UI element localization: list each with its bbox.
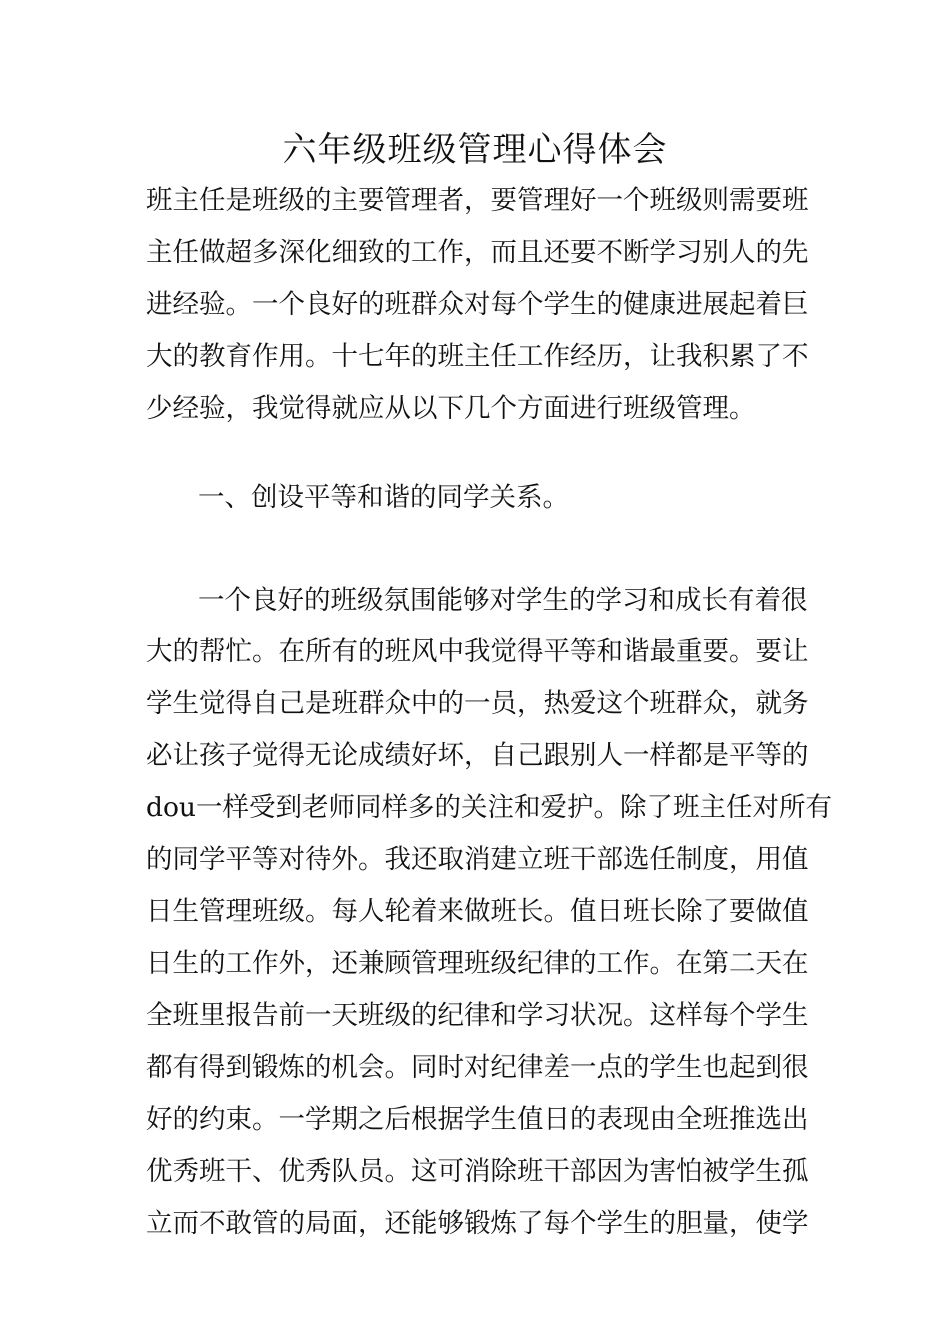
body-line: 全班里报告前一天班级的纪律和学习状况。这样每个学生 [146,1000,809,1031]
intro-line: 大的教育作用。十七年的班主任工作经历，让我积累了不 [146,341,809,372]
body-line: 立而不敢管的局面，还能够锻炼了每个学生的胆量，使学 [146,1208,809,1239]
intro-line: 主任做超多深化细致的工作，而且还要不断学习别人的先 [146,237,809,268]
section-heading: 一、创设平等和谐的同学关系。 [198,482,569,513]
body-line: 必让孩子觉得无论成绩好坏，自己跟别人一样都是平等的 [146,740,809,771]
body-line: dou一样受到老师同样多的关注和爱护。除了班主任对所有 [146,792,832,823]
document-title: 六年级班级管理心得体会 [282,130,668,170]
body-line: 好的约束。一学期之后根据学生值日的表现由全班推选出 [146,1104,809,1135]
intro-line: 进经验。一个良好的班群众对每个学生的健康进展起着巨 [146,289,809,320]
body-line: 都有得到锻炼的机会。同时对纪律差一点的学生也起到很 [146,1052,809,1083]
body-line: 优秀班干、优秀队员。这可消除班干部因为害怕被学生孤 [146,1156,809,1187]
intro-line: 少经验，我觉得就应从以下几个方面进行班级管理。 [146,393,756,424]
body-line: 学生觉得自己是班群众中的一员，热爱这个班群众，就务 [146,688,809,719]
intro-line: 班主任是班级的主要管理者，要管理好一个班级则需要班 [146,185,809,216]
body-line: 大的帮忙。在所有的班风中我觉得平等和谐最重要。要让 [146,636,809,667]
body-line: 日生的工作外，还兼顾管理班级纪律的工作。在第二天在 [146,948,809,979]
body-line: 日生管理班级。每人轮着来做班长。值日班长除了要做值 [146,896,809,927]
body-line: 的同学平等对待外。我还取消建立班干部选任制度，用值 [146,844,809,875]
body-line: 一个良好的班级氛围能够对学生的学习和成长有着很 [198,585,808,616]
